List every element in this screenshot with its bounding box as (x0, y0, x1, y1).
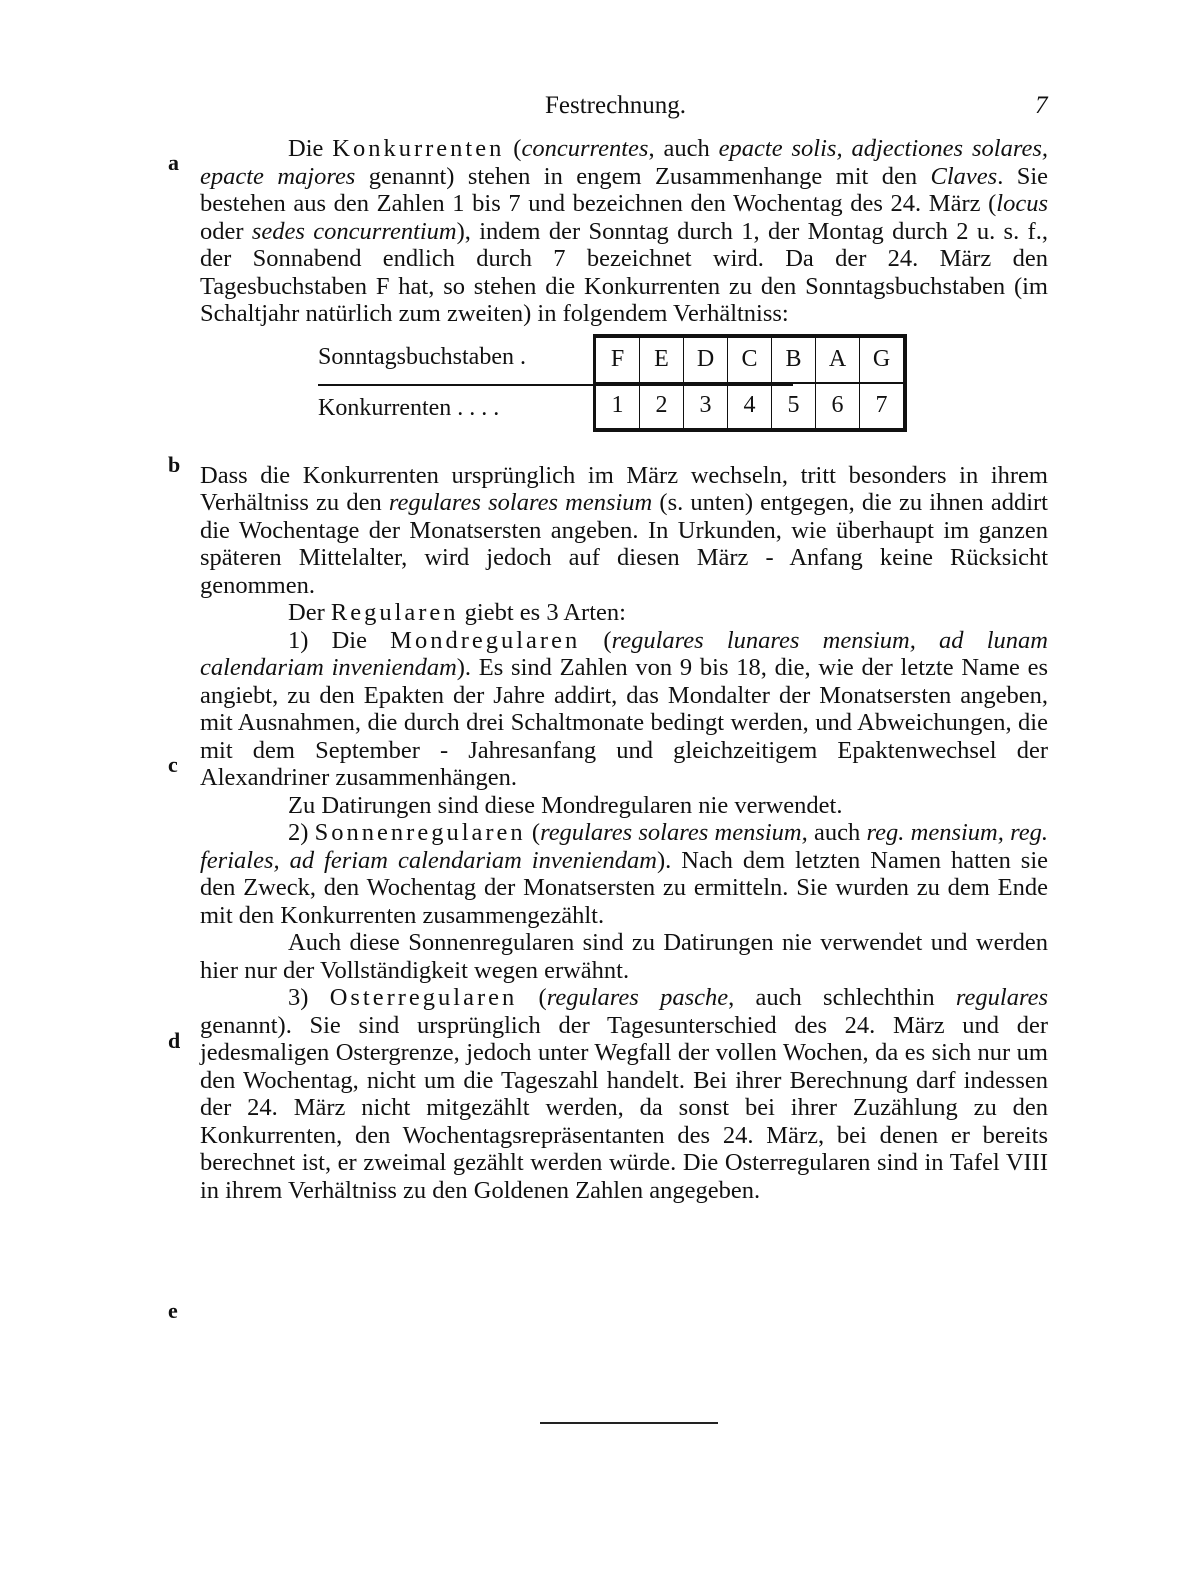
text-run: ( (580, 626, 612, 654)
text-run: ( (525, 819, 541, 846)
margin-letter-b: b (168, 452, 181, 477)
latin-term: regulares solares mensium (388, 489, 653, 516)
table-cell: D (684, 336, 728, 383)
margin-letter-e: e (168, 1298, 178, 1323)
margin-letter-a: a (168, 150, 179, 175)
table-row-letters (595, 336, 906, 383)
spaced-term: Regularen (330, 599, 459, 626)
table-cell: B (772, 336, 816, 383)
spaced-term: Konkurrenten (332, 135, 505, 162)
page-header (0, 92, 1191, 124)
text-run: Auch diese Sonnenregularen sind zu Datirungen nie verwendet und werden hier nur der Vollständigkeit wegen erwähnt. (200, 929, 1048, 984)
page-body (200, 135, 1048, 1204)
text-run: oder (200, 217, 252, 245)
paragraph-maerz-wechsel (200, 462, 1048, 600)
table-cell: 7 (860, 383, 906, 430)
margin-letter-d: d (168, 1028, 181, 1053)
text-run: 3) (288, 984, 330, 1011)
table-cell: 5 (772, 383, 816, 430)
latin-term: regulares lunares mensium, ad lunam calendariam inveniendam (200, 626, 1048, 681)
paragraph-mondregularen (200, 627, 1048, 792)
latin-term: locus (996, 190, 1048, 217)
text-run: , auch schlechthin (728, 984, 956, 1011)
text-run: genannt) stehen in engem Zusammenhange mit den (355, 162, 931, 190)
latin-term: sedes concurrentium (251, 217, 457, 245)
text-run: . Sie bestehen aus den Zahlen 1 bis 7 und bezeichnen den Wochentag des 24. März ( (200, 162, 1049, 217)
table-cell: 4 (728, 383, 772, 430)
table-cell: 1 (595, 383, 640, 430)
end-rule (540, 1422, 718, 1424)
latin-term: epacte solis, adjectiones solares, epacte majores (200, 135, 1048, 190)
paragraph-mond-datirungen (200, 792, 1048, 820)
latin-term: reg. mensium, reg. feriales, ad feriam calendariam inveniendam (200, 819, 1048, 874)
concurrent-table (593, 334, 907, 432)
table-cell: 3 (684, 383, 728, 430)
latin-term: concurrentes (521, 135, 649, 162)
paragraph-konkurrenten (200, 135, 1048, 328)
text-run: 1) Die (288, 626, 391, 654)
running-title: Festrechnung. (545, 92, 686, 119)
text-run: ), indem der Sonntag durch 1, der Montag durch 2 u. s. f., der Sonnabend endlich durch 7 bezeichnet wird. Da der 24. März den Tagesbuchstaben F hat, so stehen die Konkurrenten zu den Sonntagsbuchstaben (im Schaltjahr natürlich zum zweiten) in folgendem Verhältniss: (200, 217, 1048, 327)
table-cell: 2 (640, 383, 684, 430)
page-number: 7 (1035, 92, 1048, 119)
margin-letter-c: c (168, 752, 178, 777)
table-cell: G (860, 336, 906, 383)
text-run: genannt). Sie sind ursprünglich der Tagesunterschied des 24. März und der jedesmaligen Ostergrenze, jedoch unter Wegfall der vollen Wochen, da es sich nur um den Wochentag, nicht um die Tageszahl handelt. Bei ihrer Berechnung darf indessen der 24. März nicht mitgezählt werden, da sonst bei ihrer Zuzählung zu den Konkurrenten, den Wochentagsrepräsentanten des 24. März, bei denen er bereits berechnet ist, er zweimal gezählt werden würde. Die Osterregularen sind in Tafel VIII in ihrem Verhältniss zu den Goldenen Zahlen angegeben. (200, 1011, 1048, 1204)
table-row-numbers (595, 383, 906, 430)
latin-term: Claves (930, 162, 998, 190)
concurrent-table-block (200, 334, 1048, 452)
table-cell: A (816, 336, 860, 383)
paragraph-regularen-arten (200, 599, 1048, 627)
table-cell: C (728, 336, 772, 383)
text-run: ). Nach dem letzten Namen hatten sie den Zweck, den Wochentag der Monatsersten zu ermitteln. Sie wurden zu dem Ende mit den Konkurrenten zusammengezählt. (200, 846, 1048, 929)
text-run: giebt es 3 Arten: (458, 599, 626, 626)
text-run: , auch (648, 135, 719, 162)
table-cell: E (640, 336, 684, 383)
spaced-term: Osterregularen (329, 984, 518, 1011)
text-run: ( (504, 135, 522, 162)
text-run: ( (517, 984, 547, 1011)
paragraph-sonnen-datirungen (200, 929, 1048, 984)
text-run: Der (288, 599, 331, 626)
row-label-konkurrenten: Konkurrenten . . . . (318, 394, 500, 421)
paragraph-osterregularen (200, 984, 1048, 1204)
text-run: Die (288, 135, 333, 162)
latin-term: regulares (955, 984, 1048, 1011)
spaced-term: Sonnenregularen (314, 819, 526, 846)
latin-term: regulares solares mensium, (540, 819, 808, 846)
table-cell: 6 (816, 383, 860, 430)
spaced-term: Mondregularen (390, 626, 581, 654)
table-cell: F (595, 336, 640, 383)
text-run: (s. unten) entgegen, die zu ihnen addirt die Wochentage der Monatsersten angeben. In Urkunden, wie überhaupt im ganzen späteren Mittelalter, wird jedoch auf diesen März - Anfang keine Rücksicht genommen. (200, 489, 1048, 599)
row-label-sonntagsbuchstaben: Sonntagsbuchstaben . (318, 343, 526, 370)
text-run: ). Es sind Zahlen von 9 bis 18, die, wie der letzte Name es angiebt, zu den Epakten der Jahre addirt, das Mondalter der Monatsersten angeben, mit Ausnahmen, die durch drei Schaltmonate bedingt werden, und Abweichungen, die mit dem September - Jahresanfang und gleichzeitigem Epaktenwechsel der Alexandriner zusammenhängen. (200, 654, 1048, 791)
latin-term: regulares pasche (546, 984, 729, 1011)
text-run: 2) (288, 819, 315, 846)
text-run: Dass die Konkurrenten ursprünglich im März wechseln, tritt besonders in ihrem Verhältniss zu den (200, 461, 1048, 516)
text-run: auch (807, 819, 867, 846)
text-run: Zu Datirungen sind diese Mondregularen nie verwendet. (288, 791, 843, 819)
paragraph-sonnenregularen (200, 819, 1048, 929)
